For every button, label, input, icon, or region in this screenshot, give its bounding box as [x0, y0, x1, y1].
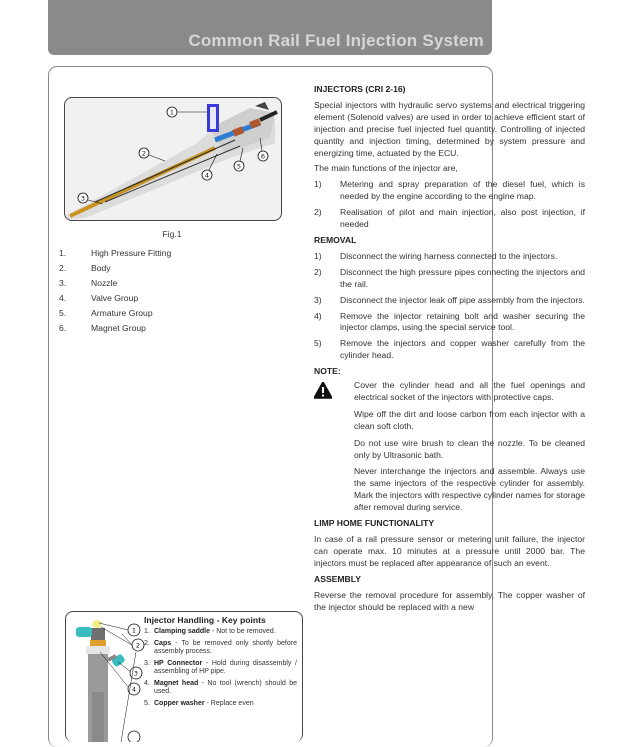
- list-item: 2. Body: [59, 263, 111, 273]
- handling-list: [144, 628, 297, 708]
- functions-intro: The main functions of the injector are,: [314, 163, 458, 174]
- note-paragraph: Never interchange the injectors and assemble. Always use the same injectors of the respective cylinder for assembly. Mark the injectors with respective cylinder names for storage after removal during service.: [354, 466, 585, 513]
- removal-steps: [314, 251, 585, 362]
- handling-title: Injector Handling - Key points: [144, 615, 266, 625]
- warning-icon: [314, 380, 354, 516]
- note-block: [314, 380, 585, 516]
- list-item: 5. Copper washer - Replace even: [144, 699, 254, 707]
- list-item: 4) Remove the injector retaining bolt and washer securing the injector clamps, using the special service tool.: [314, 310, 585, 333]
- injector-cutaway-figure: [64, 97, 282, 221]
- svg-text:1: 1: [131, 626, 137, 635]
- svg-text:3: 3: [80, 194, 86, 203]
- list-item: 5) Remove the injectors and copper washer carefully from the cylinder head.: [314, 338, 585, 361]
- injector-illustration: [66, 612, 156, 742]
- svg-text:2: 2: [141, 149, 147, 158]
- injector-handling-box: [65, 611, 303, 742]
- note-heading: NOTE:: [314, 366, 341, 377]
- list-item: 4. Magnet head - No tool (wrench) should be used.: [144, 679, 297, 695]
- svg-text:3: 3: [133, 669, 139, 678]
- section-heading-injectors: INJECTORS (CRI 2-16): [314, 84, 406, 94]
- note-paragraph: Wipe off the dirt and loose carbon from each injector with a clean soft cloth.: [354, 408, 585, 431]
- section-heading-limp-home: LIMP HOME FUNCTIONALITY: [314, 518, 435, 529]
- figure-caption: Fig.1: [162, 229, 182, 239]
- list-item: 6. Magnet Group: [59, 323, 146, 333]
- injectors-intro: Special injectors with hydraulic servo systems and electrical triggering element (Solenoid valves) are used in order to achieve efficient start of injection and precise fuel injected fuel quantity. Controlling of injected quantity and injection timing, determined by system pressure and energizing time, actuated by the ECU.: [314, 99, 585, 158]
- list-item: 4. Valve Group: [59, 293, 139, 303]
- section-heading-removal: REMOVAL: [314, 234, 357, 245]
- svg-text:4: 4: [131, 685, 137, 694]
- list-item: 1) Metering and spray preparation of the diesel fuel, which is needed by the engine according to the engine map.: [314, 179, 585, 202]
- list-item: 3. HP Connector - Hold during disassembly / assembling of HP pipe.: [144, 659, 298, 675]
- list-item: 2) Disconnect the high pressure pipes connecting the injectors and the rail.: [314, 266, 585, 289]
- list-item: 5. Armature Group: [59, 308, 153, 318]
- list-item: 1. Clamping saddle - Not to be removed.: [144, 628, 276, 635]
- svg-text:1: 1: [169, 108, 175, 117]
- page-title: Common Rail Fuel Injection System: [188, 31, 484, 50]
- note-paragraph: Do not use wire brush to clean the nozzle. To be cleaned only by Ultrasonic bath.: [354, 437, 585, 460]
- section-heading-assembly: ASSEMBLY: [314, 573, 361, 584]
- list-item: 3) Disconnect the injector leak off pipe assembly from the injectors.: [314, 294, 585, 305]
- injector-cutaway-illustration: [65, 98, 281, 220]
- header-banner: [48, 0, 492, 55]
- list-item: 2. Caps - To be removed only shortly before assembly process.: [144, 639, 297, 655]
- main-text-column: [314, 84, 585, 617]
- list-item: 3. Nozzle: [59, 278, 118, 288]
- functions-list: [314, 179, 585, 231]
- list-item: 1) Disconnect the wiring harness connected to the injectors.: [314, 250, 558, 261]
- list-item: 2) Realisation of pilot and main injection, also post injection, if needed: [314, 207, 585, 230]
- list-item: 1. High Pressure Fitting: [59, 248, 172, 258]
- svg-text:6: 6: [260, 152, 266, 161]
- svg-text:4: 4: [204, 171, 210, 180]
- assembly-text: Reverse the removal procedure for assembly. The copper washer of the injector should be replaced with a new: [314, 589, 585, 612]
- svg-text:2: 2: [135, 641, 141, 650]
- svg-text:5: 5: [236, 162, 242, 171]
- parts-list: [59, 246, 171, 336]
- limp-home-text: In case of a rail pressure sensor or metering unit failure, the injector can operate max. 10 minutes at a pressure until 2000 bar. The injectors must be replaced after appearance of such an event.: [314, 534, 585, 568]
- note-paragraph: Cover the cylinder head and all the fuel openings and electrical socket of the injectors with protective caps.: [354, 380, 585, 402]
